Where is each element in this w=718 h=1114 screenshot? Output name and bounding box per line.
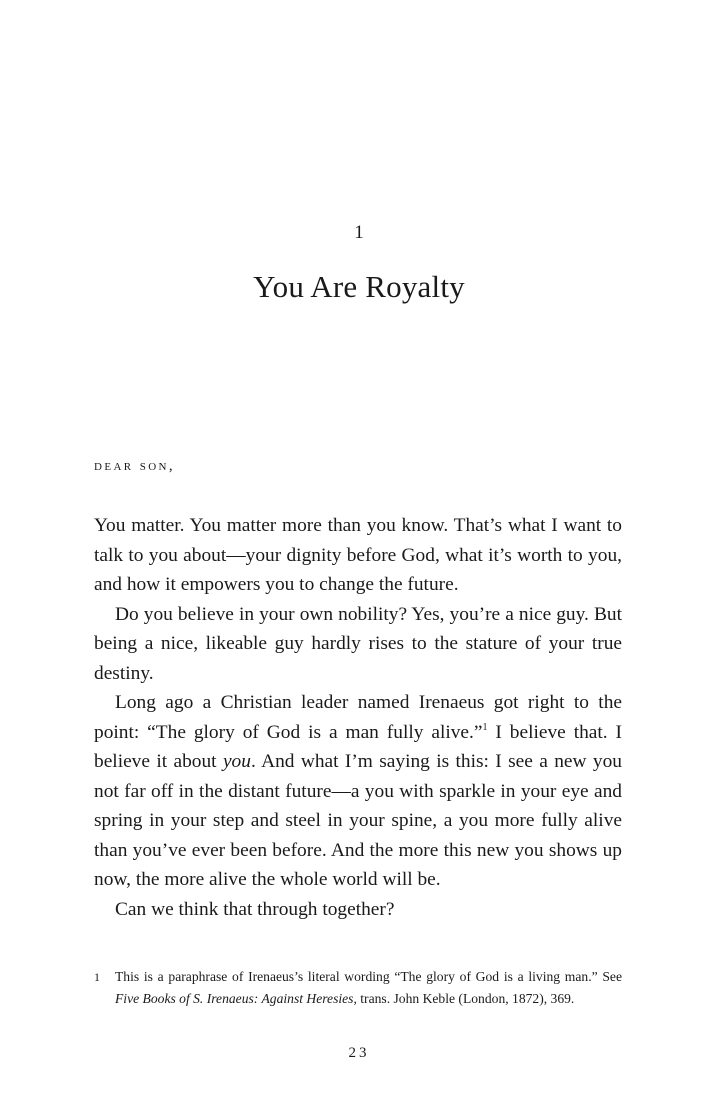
footnote-text-a: This is a paraphrase of Irenaeus’s literal wording “The glory of God is a living man.” See	[115, 969, 622, 984]
paragraph-2: Do you believe in your own nobility? Yes, you’re a nice guy. But being a nice, likeable guy hardly rises to the stature of your true destiny.	[94, 603, 622, 684]
paragraph-3-part-a: Long ago a Christian leader named Irenaeus got right to the point: “The glory of God is a man fully alive.”	[94, 692, 622, 743]
page-number: 23	[348, 1045, 370, 1061]
footnote	[94, 966, 622, 1010]
chapter-number: 1	[354, 222, 364, 243]
paragraph-3-emphasis: you	[222, 751, 251, 772]
paragraph-3-part-b: I believe that. I believe it about	[94, 721, 623, 772]
paragraph-1: You matter. You matter more than you know. That’s what I want to talk to you about—your dignity before God, what it’s worth to you, and how it empowers you to change the future.	[94, 515, 622, 595]
paragraph-3	[94, 688, 622, 895]
footnote-text-b: , trans. John Keble (London, 1872), 369.	[353, 991, 575, 1006]
footnote-book-title: Five Books of S. Irenaeus: Against Heresies	[115, 991, 354, 1006]
body-text	[94, 511, 622, 924]
footnote-text	[115, 966, 622, 1010]
footnote-mark: 1	[94, 970, 100, 984]
paragraph-4: Can we think that through together?	[115, 898, 395, 920]
chapter-title: You Are Royalty	[253, 269, 465, 304]
footnote-reference: 1	[482, 721, 488, 733]
paragraph-3-part-c: . And what I’m saying is this: I see a new you not far off in the distant future—a you with sparkle in your eye and spring in your step and steel in your spine, a you more fully alive than you’ve ever been before. And the more this new you shows up now, the more alive the whole world will be.	[94, 751, 622, 890]
salutation: dear son,	[94, 458, 176, 474]
